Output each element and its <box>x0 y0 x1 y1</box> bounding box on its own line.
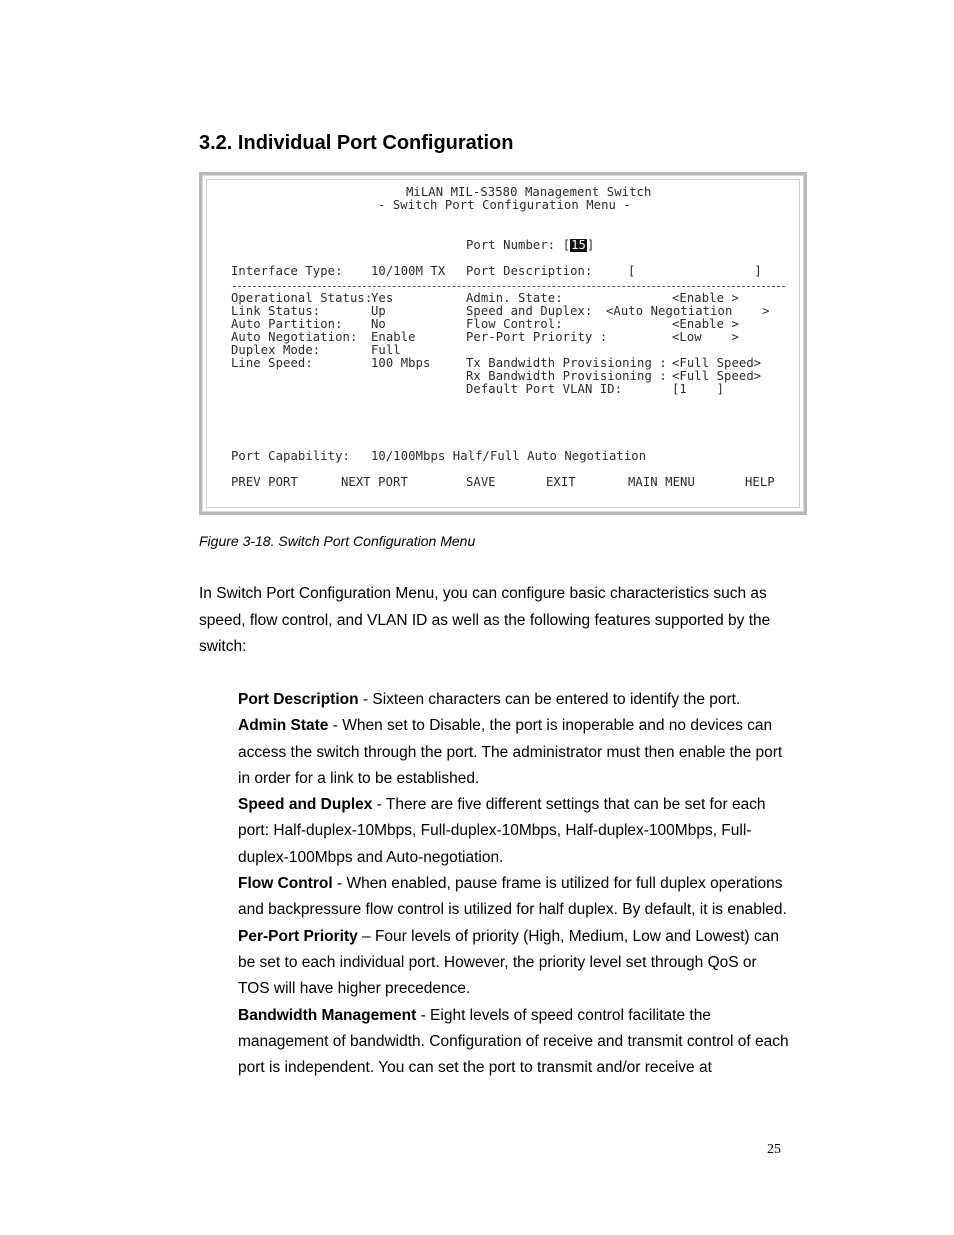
feature-term: Speed and Duplex <box>238 796 373 814</box>
field-value: Yes <box>371 291 394 305</box>
feature-text: When enabled, pause frame is utilized for full duplex operations and backpressure flow control is utilized for half duplex. By default, it is enabled. <box>238 875 787 919</box>
feature-term: Per-Port Priority <box>238 927 358 945</box>
admin-state-select[interactable]: <Enable > <box>672 291 739 305</box>
field-value: Up <box>371 304 386 318</box>
interface-type-value: 10/100M TX <box>371 264 446 278</box>
field-label: Auto Partition: <box>231 317 343 331</box>
flow-control-label: Flow Control: <box>466 317 563 331</box>
field-label: Duplex Mode: <box>231 343 321 357</box>
field-label: Line Speed: <box>231 356 313 370</box>
port-number-label: Port Number: <box>466 238 563 252</box>
feature-term: Flow Control <box>238 875 333 893</box>
terminal-screenshot <box>199 172 807 515</box>
flow-control-select[interactable]: <Enable > <box>672 317 739 331</box>
menu-exit[interactable]: EXIT <box>546 475 576 489</box>
terminal-subtitle: - Switch Port Configuration Menu - <box>378 198 631 212</box>
field-label: Link Status: <box>231 304 321 318</box>
speed-duplex-label: Speed and Duplex: <box>466 304 593 318</box>
feature-separator: - <box>416 1006 431 1024</box>
feature-separator: - <box>328 717 343 735</box>
terminal-title: MiLAN MIL-S3580 Management Switch <box>406 185 652 199</box>
feature-separator: - <box>358 691 373 708</box>
feature-separator: – <box>357 927 375 945</box>
feature-text: Four levels of priority (High, Medium, Low and Lowest) can be set to each individual port. However, the priority level set through QoS or TOS will have higher precedence. <box>238 927 779 998</box>
feature-separator: - <box>372 796 386 814</box>
feature-item <box>238 1003 790 1082</box>
port-number-open: [ <box>562 238 571 252</box>
feature-text: There are five different settings that can be set for each port: Half-duplex-10Mbps, Full-duplex-10Mbps, Half-duplex-100Mbps, Full-duplex-100Mbps and Auto-negotiation. <box>238 796 766 866</box>
left-field-values <box>371 292 431 370</box>
port-description-input[interactable]: [ ] <box>628 264 762 278</box>
field-label: Operational Status: <box>231 291 373 305</box>
speed-duplex-select[interactable]: <Auto Negotiation > <box>606 304 770 318</box>
tx-bandwidth-label: Tx Bandwidth Provisioning : <box>466 356 667 370</box>
port-capability-value: 10/100Mbps Half/Full Auto Negotiation <box>371 449 647 463</box>
field-value: Full <box>371 343 401 357</box>
menu-help[interactable]: HELP <box>745 475 775 489</box>
port-number-field[interactable] <box>466 239 594 252</box>
rx-bandwidth-label: Rx Bandwidth Provisioning : <box>466 369 667 383</box>
terminal-divider <box>233 286 785 287</box>
priority-select[interactable]: <Low > <box>672 330 739 344</box>
port-capability-label: Port Capability: <box>231 449 350 463</box>
admin-state-label: Admin. State: <box>466 291 563 305</box>
feature-list <box>238 687 790 1081</box>
feature-term: Admin State <box>238 717 329 735</box>
feature-term: Port Description <box>238 691 359 708</box>
priority-label: Per-Port Priority : <box>466 330 608 344</box>
rx-bandwidth-select[interactable]: <Full Speed> <box>672 369 762 383</box>
port-number-close: ] <box>587 238 595 252</box>
port-number-input[interactable]: 15 <box>571 238 586 252</box>
vlan-id-input[interactable]: [1 ] <box>672 382 725 396</box>
menu-next-port[interactable]: NEXT PORT <box>341 475 408 489</box>
figure-caption: Figure 3-18. Switch Port Configuration Menu <box>199 533 476 549</box>
menu-main-menu[interactable]: MAIN MENU <box>628 475 695 489</box>
menu-prev-port[interactable]: PREV PORT <box>231 475 298 489</box>
section-heading: 3.2. Individual Port Configuration <box>199 132 514 154</box>
tx-bandwidth-select[interactable]: <Full Speed> <box>672 356 762 370</box>
field-value: 100 Mbps <box>371 356 431 370</box>
port-description-label: Port Description: <box>466 264 593 278</box>
vlan-id-label: Default Port VLAN ID: <box>466 382 623 396</box>
intro-paragraph: In Switch Port Configuration Menu, you can configure basic characteristics such as speed, flow control, and VLAN ID as well as the following features supported by the switch: <box>199 585 771 655</box>
left-field-labels <box>231 292 372 370</box>
feature-text: When set to Disable, the port is inoperable and no devices can access the switch through the port. The administrator must then enable the port in order for a link to be established. <box>238 717 783 787</box>
page-number: 25 <box>767 1142 781 1157</box>
feature-item <box>238 687 790 713</box>
feature-item <box>238 792 790 871</box>
feature-text: Sixteen characters can be entered to identify the port. <box>372 691 741 708</box>
feature-item <box>238 924 790 1003</box>
feature-term: Bandwidth Management <box>238 1006 417 1024</box>
menu-save[interactable]: SAVE <box>466 475 496 489</box>
feature-item <box>238 713 790 792</box>
field-value: Enable <box>371 330 416 344</box>
field-value: No <box>371 317 386 331</box>
feature-separator: - <box>332 875 347 893</box>
field-label: Auto Negotiation: <box>231 330 358 344</box>
feature-item <box>238 871 790 924</box>
feature-text: Eight levels of speed control facilitate the management of bandwidth. Configuration of receive and transmit control of each port is independent. You can set the port to transmit and/or receive at <box>238 1006 789 1077</box>
interface-type-label: Interface Type: <box>231 264 343 278</box>
